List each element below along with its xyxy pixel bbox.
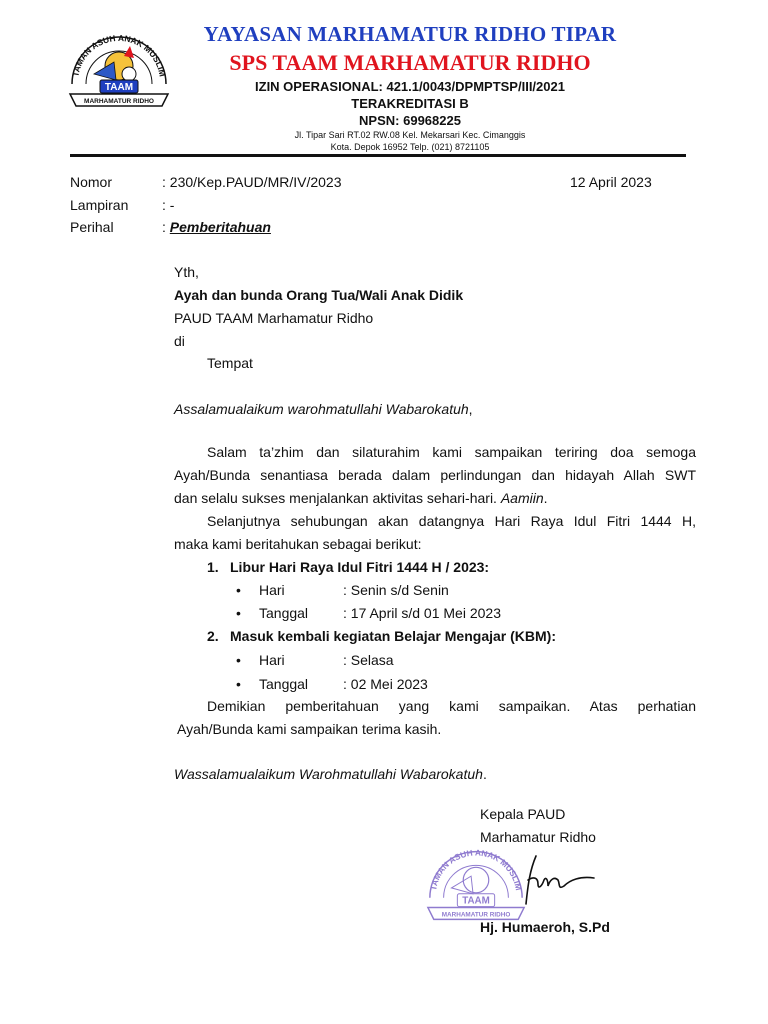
closing-line-2: Ayah/Bunda kami sampaikan terima kasih.: [177, 721, 442, 737]
bullet-icon: •: [236, 582, 241, 598]
closing-greeting: [174, 766, 487, 782]
item-1-tanggal-label: Tanggal: [259, 605, 309, 621]
aamiin-dot: .: [543, 490, 548, 506]
paragraph-1-line-3: [174, 490, 548, 506]
item-2-tanggal-label: Tanggal: [259, 676, 309, 692]
item-1-hari-value: : Senin s/d Senin: [343, 582, 449, 598]
foundation-name: YAYASAN MARHAMATUR RIDHO TIPAR: [203, 22, 617, 46]
header-divider: [70, 154, 686, 157]
opening-greeting-comma: ,: [468, 401, 473, 417]
lampiran-value: : -: [162, 197, 175, 213]
item-2-hari-value: : Selasa: [343, 652, 394, 668]
bullet-icon: •: [236, 652, 241, 668]
signer-name: Hj. Humaeroh, S.Pd: [480, 919, 610, 935]
npsn: NPSN: 69968225: [359, 113, 461, 128]
closing-greeting-text: Wassalamualaikum Warohmatullahi Wabarokatuh: [174, 766, 483, 782]
perihal-label: Perihal: [70, 219, 114, 235]
paragraph-2-line-2: maka kami beritahukan sebagai berikut:: [174, 536, 422, 552]
lampiran-label: Lampiran: [70, 197, 129, 213]
item-1-tanggal-value: : 17 April s/d 01 Mei 2023: [343, 605, 501, 621]
signer-title-1: Kepala PAUD: [480, 806, 566, 822]
svg-text:TAAM: TAAM: [104, 82, 134, 93]
yth: Yth,: [174, 264, 199, 280]
item-1-number: 1.: [207, 559, 219, 575]
handwritten-signature: [508, 850, 598, 910]
paragraph-2-line-1: Selanjutnya sehubungan akan datangnya Hari Raya Idul Fitri 1444 H,: [207, 513, 696, 529]
recipient-di: di: [174, 333, 185, 349]
recipient-line-2: PAUD TAAM Marhamatur Ridho: [174, 310, 374, 326]
item-2-title: Masuk kembali kegiatan Belajar Mengajar (KBM):: [230, 628, 556, 644]
school-name: SPS TAAM MARHAMATUR RIDHO: [229, 50, 591, 75]
item-1-hari-label: Hari: [259, 582, 285, 598]
item-1-title: Libur Hari Raya Idul Fitri 1444 H / 2023:: [230, 559, 490, 575]
nomor-label: Nomor: [70, 174, 113, 190]
accreditation: TERAKREDITASI B: [351, 96, 469, 111]
perihal-colon: :: [162, 219, 170, 235]
paragraph-1-line-1: Salam ta’zhim dan silaturahim kami sampaikan teriring doa semoga: [207, 444, 696, 460]
nomor-value: : 230/Kep.PAUD/MR/IV/2023: [162, 174, 342, 190]
closing-line-1: Demikian pemberitahuan yang kami sampaikan. Atas perhatian: [207, 698, 696, 714]
closing-greeting-dot: .: [482, 766, 487, 782]
item-2-number: 2.: [207, 628, 219, 644]
perihal-field: [162, 219, 271, 235]
svg-text:TAMAN ASUH ANAK MUSLIM: TAMAN ASUH ANAK MUSLIM: [428, 847, 524, 892]
aamiin: Aamiin: [500, 490, 544, 506]
item-2-tanggal-value: : 02 Mei 2023: [343, 676, 428, 692]
opening-greeting: [174, 401, 473, 417]
svg-text:TAMAN ASUH ANAK MUSLIM: TAMAN ASUH ANAK MUSLIM: [70, 32, 168, 78]
opening-greeting-text: Assalamualaikum warohmatullahi Wabarokatuh: [174, 401, 469, 417]
address-line-2: Kota. Depok 16952 Telp. (021) 8721105: [330, 142, 490, 152]
address-line-1: Jl. Tipar Sari RT.02 RW.08 Kel. Mekarsari Kec. Cimanggis: [294, 130, 526, 140]
svg-text:TAAM: TAAM: [462, 895, 490, 907]
svg-text:MARHAMATUR RIDHO: MARHAMATUR RIDHO: [84, 98, 154, 105]
perihal-value: Pemberitahuan: [169, 219, 271, 235]
bullet-icon: •: [236, 676, 241, 692]
item-2-hari-label: Hari: [259, 652, 285, 668]
paragraph-1-line-2: Ayah/Bunda senantiasa berada dalam perlindungan dan hidayah Allah SWT: [174, 467, 696, 483]
bullet-icon: •: [236, 605, 241, 621]
signer-title-2: Marhamatur Ridho: [480, 829, 596, 845]
recipient-tempat: Tempat: [207, 355, 253, 371]
operational-permit: IZIN OPERASIONAL: 421.1/0043/DPMPTSP/III/2021: [255, 79, 565, 94]
recipient-line-1: Ayah dan bunda Orang Tua/Wali Anak Didik: [174, 287, 464, 303]
letter-date: 12 April 2023: [570, 174, 652, 190]
paragraph-1-line-3-text: dan selalu sukses menjalankan aktivitas sehari-hari.: [174, 490, 501, 506]
svg-text:MARHAMATUR RIDHO: MARHAMATUR RIDHO: [441, 911, 511, 919]
